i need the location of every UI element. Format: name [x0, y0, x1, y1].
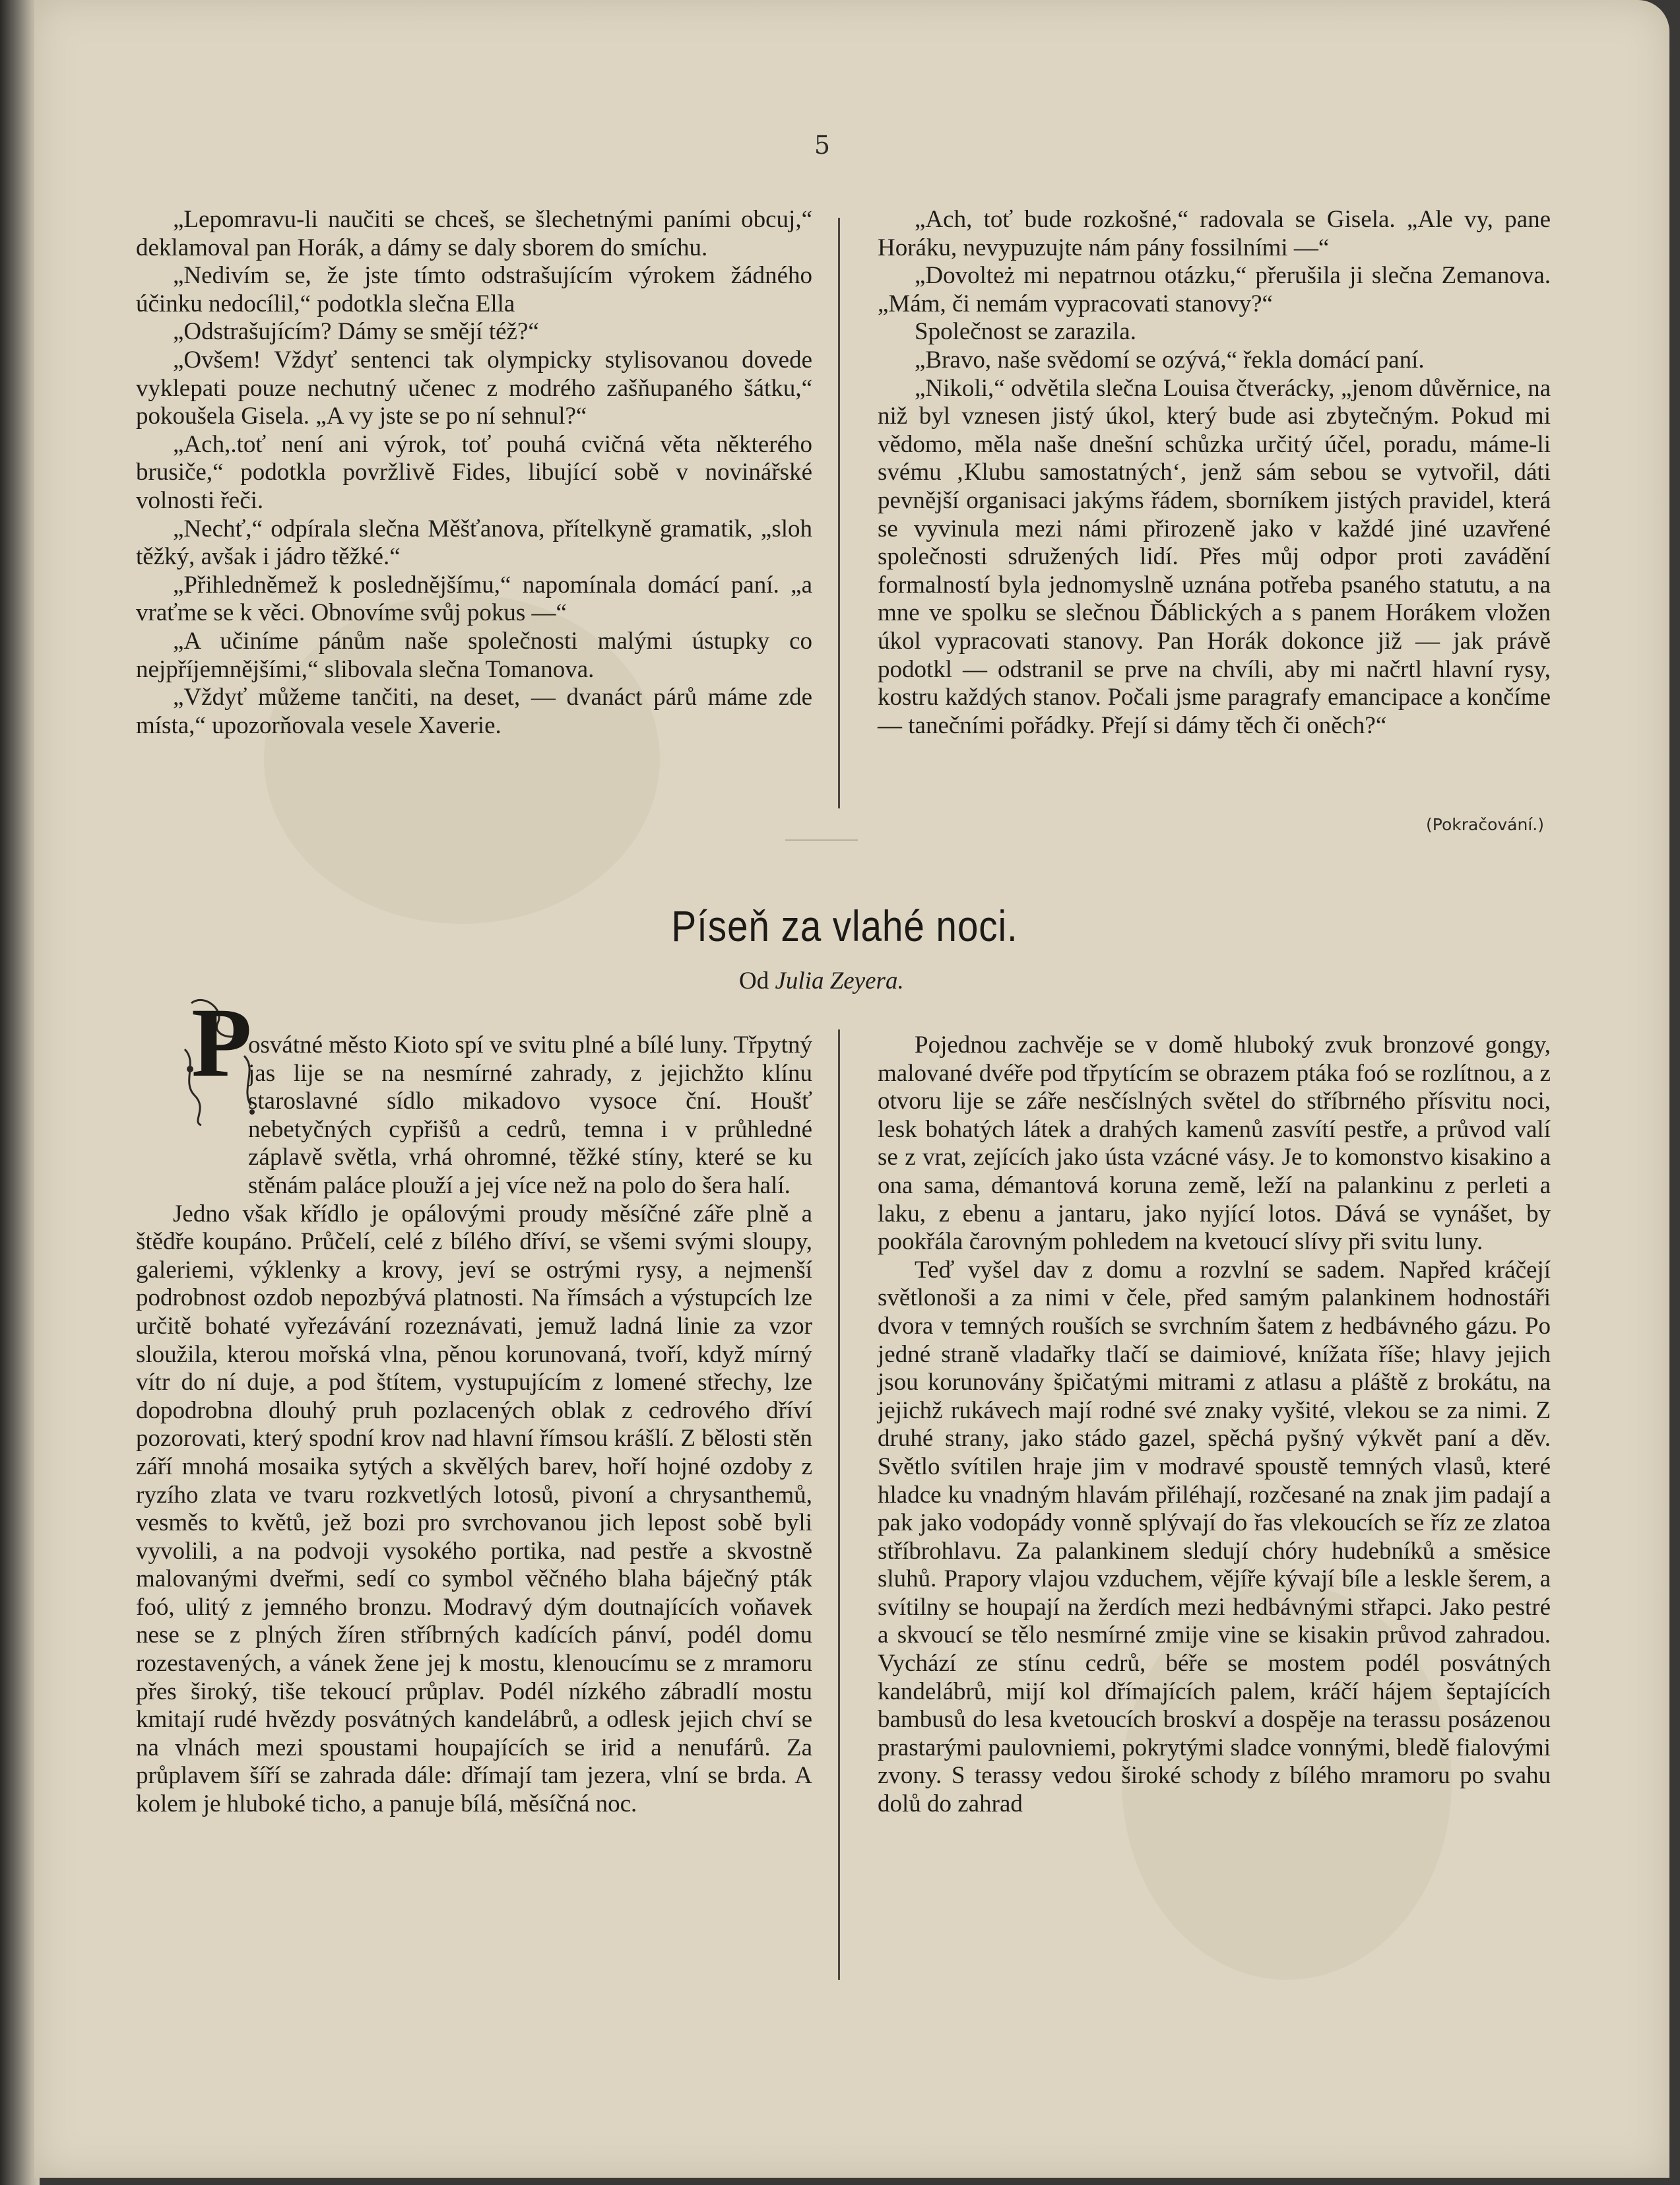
paragraph: Společnost se zarazila.: [915, 318, 1136, 346]
separator-rule: [785, 839, 858, 841]
bottom-left-column: [136, 1031, 812, 1819]
paragraph: „Ach, toť bude rozkošné,“ radovala se Gisela. „Ale vy, pane Horáku, nevypuzujte nám pány fossilními —“: [878, 206, 1551, 261]
paragraph: Teď vyšel dav z domu a rozvlní se sadem. Napřed kráčejí světlonoši a za nimi v čele, před samým palankinem hodnostáři dvora v temných rouších se svrchním šatem z hedbávného gázu. Po jedné straně vladařky tlačí se daimiové, knížata říše; hlavy jejich jsou korunovány špičatými mitrami z atlasu a pláště z brokátu, na jejichž rukávech mají rodné své znaky vyšité, vlekou se za nimi. Z druhé strany, jako stádo gazel, spěchá pyšný výkvět paní a děv. Světlo svítilen hraje jim v modravé spoustě temných vlasů, které hladce ku vnadným hlavám přiléhají, rozčesané na znak jim padají a pak jako vodopády vonně splývají do řas vlekoucích se říz ze zlatoa stříbrohlavu. Za palankinem sledují chóry hudebníků a směsice sluhů. Prapory vlajou vzduchem, vějíře kývají bíle a leskle šerem, a svítilny se houpají na žerdích mezi hedbávnými střapci. Jako pestré a skvoucí se tělo nesmírné zmije vine se kisakin průvod zahradou. Vychází ze stínu cedrů, béře se mostem podél posvátných kandelábrů, mijí kol dřímajících palem, kráčí hájem šeptajících bambusů do lesa kvetoucích broskví a dospěje na terassu posázenou prastarými paulovniemi, pokrytými sladce vonnými, bledě fialovými zvony. S terassy vedou široké schody z bílého mramoru po svahu dolů do zahrad: [878, 1256, 1551, 1818]
paragraph: „Nedivím se, že jste tímto odstrašujícím výrokem žádného účinku nedocílil,“ podotkla slečna Ella: [136, 262, 812, 317]
top-left-column: [136, 206, 812, 740]
book-spine: [0, 0, 40, 2185]
paragraph: „Přihledněmež k poslednějšímu,“ napomínala domácí paní. „a vraťme se k věci. Obnovíme svůj pokus —“: [136, 571, 812, 627]
article-title: Píseň za vlahé noci.: [671, 901, 1018, 950]
column-rule: [838, 218, 840, 808]
paragraph: „Bravo, naše svědomí se ozývá,“ řekla domácí paní.: [915, 346, 1425, 374]
paragraph: „Nikoli,“ odvětila slečna Louisa čtveráckу, „jenom důvěrnice, na niž byl vznesen jistý úkol, který bude asi zbytečným. Pokud mi vědomo, měla naše dnešní schůzka určitý účel, poradu, máme-li svému ‚Klubu samostatných‘, jenž sám sebou se vytvořil, dáti pevnější organisaci jakýms řádem, sborníkem jistých pravidel, která se vyvinula mezi námi přirozeně jako v každé jiné uzavřené společnosti sdružených lidí. Přes můj odpor proti zavádění formalností byla jednomyslně uznána potřeba psaného statutu, a na mne ve spolku se slečnou Ďáblických a s panem Horákem vložen úkol vypracovati stanovy. Pan Horák dokonce již — jak právě podotkl — odstranil se prve na chvíli, aby mi načrtl hlavní rysy, kostru každých stanov. Počali jsme paragrafy emancipace a končíme — tanečními pořádky. Přejí si dámy těch či oněch?“: [878, 374, 1551, 739]
byline-author: Julia Zeyera.: [775, 967, 904, 995]
paragraph: „Ach,.toť není ani výrok, toť pouhá cvičná věta některého brusiče,“ podotkla povržlivě Fides, libující sobě v novinářské volnosti řeči.: [136, 430, 812, 514]
byline-prefix: Od: [739, 967, 769, 995]
top-right-column: [878, 206, 1551, 740]
paragraph: „A učiníme pánům naše společnosti malými ústupky co nejpříjemnějšími,“ slibovala slečna Tomanova.: [136, 627, 812, 683]
paragraph: „Odstrašujícím? Dámy se smějí též?“: [173, 318, 539, 346]
paragraph: osvátné město Kioto spí ve svitu plné a bílé luny. Třpytný jas lije se na nesmírné zahrady, z jejichžto klínu staroslavné sídlo mikadovo vysoce ční. Houšť nebetyčných cypřišů a cedrů, temna i v průhledné záplavě světla, vrhá ohromné, těžké stíny, které se ku stěnám paláce plouží a jej více než na polo do šera halí.: [248, 1031, 813, 1199]
paragraph: „Dovolteż mi nepatrnou otázku,“ přerušila ji slečna Zemanova. „Mám, či nemám vypracovati stanovy?“: [878, 262, 1551, 317]
paragraph: „Lepomravu-li naučiti se chceš, se šlechetnými paními obcuj,“ deklamoval pan Horák, a dámy se daly sborem do smíchu.: [136, 206, 812, 261]
bottom-right-column: [878, 1031, 1551, 1819]
paragraph: Jedno však křídlo je opálovými proudy měsíčné záře plně a štědře koupáno. Průčelí, celé z bílého dříví, se všemi svými sloupy, galeriemi, výklenky a krovy, jeví se ostrými rysy, a nejmenší podrobnost ozdob nepozbývá platnosti. Na římsách a výstupcích lze určitě bohaté vyřezávání rozeznávati, jemuž ladná linie za vzor sloužila, kterou mořská vlna, pěnou korunovaná, tvoří, když mírný vítr do ní duje, a pod štítem, vystupujícím z lomené střechy, lze dopodrobna dlouhý pruh pozlacených oblak z cedrového dříví pozorovati, který spodní krov nad hlavní římsou krášlí. Z bělosti stěn září mnohá mosaika sytých a skvělých barev, hoří hojné ozdoby z ryzího zlata ve tvaru rozkvetlých lotosů, pivoní a chrysanthemů, vesměs to květů, jež bozi pro svrchovanou jich lepost sobě byli vyvolili, a na podvoji vysokého portika, nad pestře a skvostně malovanými dveřmi, sedí co symbol věčného blaha báječný pták foó, ulitý z jemného bronzu. Modravý dým doutnajících voňavek nese se z plných žíren stříbrných kadících pánví, podél domu rozestavených, a vánek žene jej k mostu, klenoucímu se z mramoru přes široký, tiše tekoucí průplav. Podél nízkého zábradlí mostu kmitají rudé hvězdy posvátných kandelábrů, a odlesk jejich chví se na vlnách mezi spoustami houpajících se irid a nenufárů. Za průplavem šíří se zahrada dále: dřímají tam jezera, vlní se brda. A kolem je hluboké ticho, a panuje bílá, měsíčná noc.: [136, 1200, 812, 1818]
continued-note: (Pokračování.): [1426, 815, 1544, 834]
paragraph: „Nechť,“ odpírala slečna Měšťanova, přítelkyně gramatik, „sloh těžký, avšak i jádro těžké.“: [136, 515, 812, 571]
paragraph: Pojednou zachvěje se v domě hluboký zvuk bronzové gongy, malované dvéře pod třpytícím se obrazem ptáka foó se rozlítnou, a z otvoru lije se záře nesčíslných světel do stříbrného přísvitu noci, lesk bohatých látek a drahých kamenů zasvítí pestře, a průvod valí se z vrat, zejících jako ústa vzácné vásy. Je to komonstvo kisakino a ona sama, démantová koruna země, leží na palankinu z perleti a laku, z ebenu a jantaru, jako nyjící lotos. Dává se vynášet, by pookřála čarovným pohledem na kvetoucí slívy při svitu luny.: [878, 1031, 1551, 1256]
paragraph: „Ovšem! Vždyť sentenci tak olympicky stylisovanou dovede vyklepati pouze nechutný učenec z modrého zašňupaného šátku,“ pokoušela Gisela. „A vy jste se po ní sehnul?“: [136, 346, 812, 430]
dropcap-letter: P: [191, 988, 252, 1097]
page-number: 5: [814, 131, 831, 160]
paragraph: „Vždyť můžeme tančiti, na deset, — dvanáct párů máme zde místa,“ upozorňovala vesele Xaverie.: [136, 684, 812, 739]
byline: [739, 967, 1069, 995]
column-rule: [838, 1029, 840, 1980]
